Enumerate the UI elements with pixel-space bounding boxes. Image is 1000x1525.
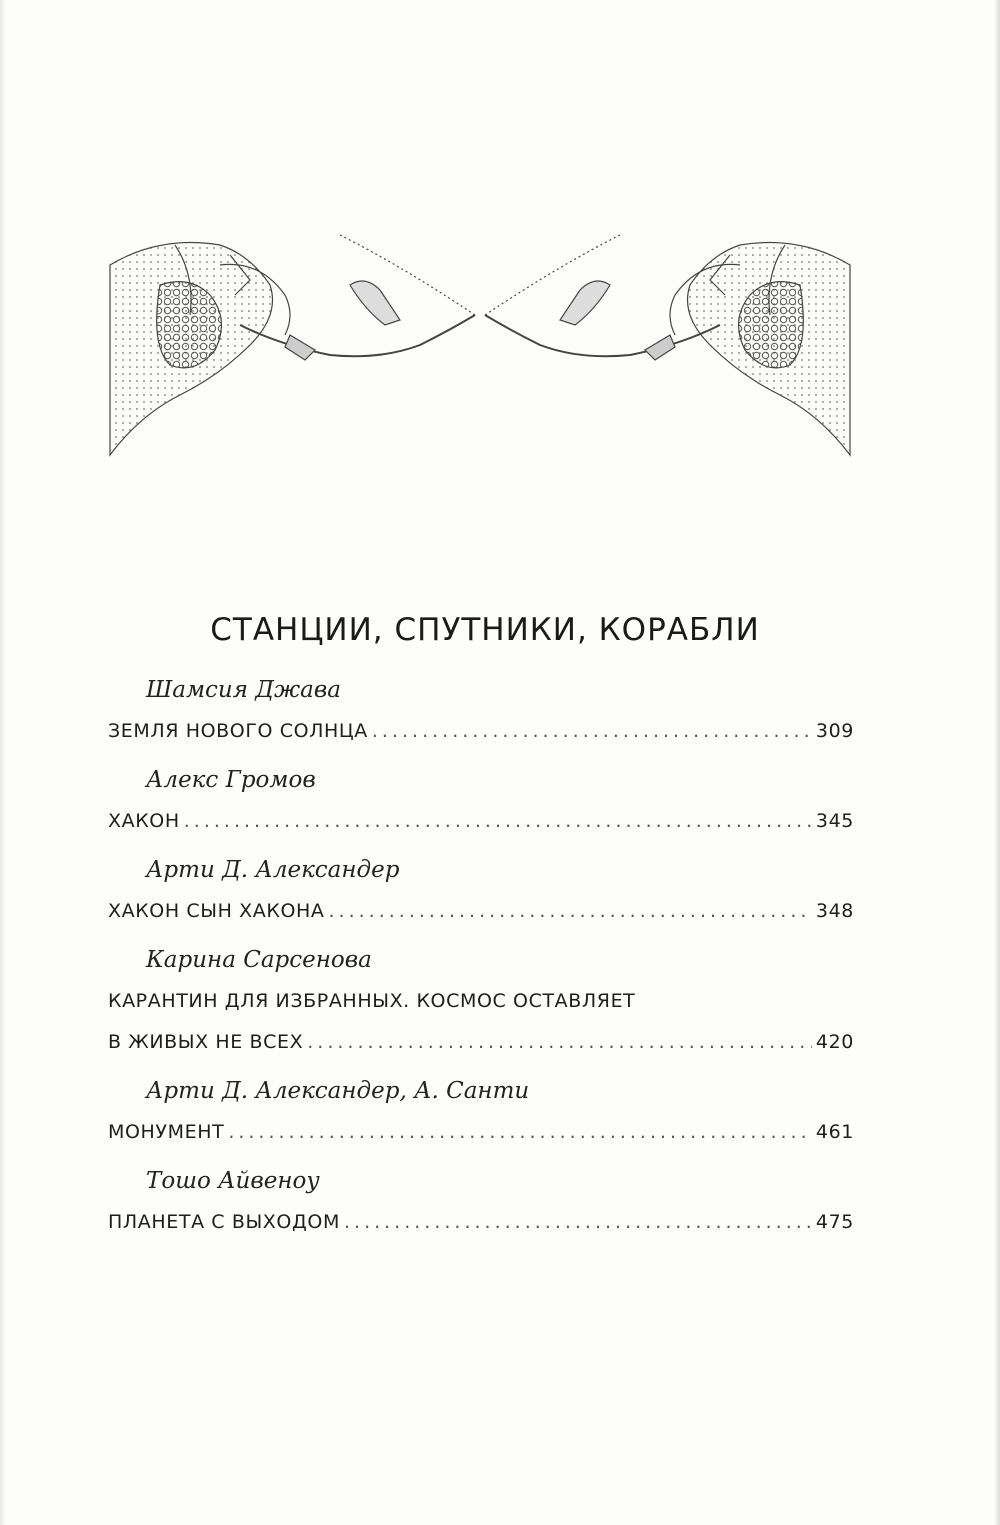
toc-story-title: ЗЕМЛЯ НОВОГО СОЛНЦА [108, 720, 368, 742]
toc-entry-line[interactable] [108, 891, 854, 932]
section-title: СТАНЦИИ, СПУТНИКИ, КОРАБЛИ [210, 612, 760, 648]
toc-author: Арти Д. Александер, А. Санти [146, 1078, 530, 1104]
dot-leader [372, 711, 812, 752]
dot-leader [307, 1022, 812, 1063]
toc-entry [108, 1161, 854, 1243]
toc-author: Тошо Айвеноу [146, 1168, 320, 1194]
ornament-vignette-icon [100, 225, 860, 470]
dot-leader [344, 1202, 812, 1243]
toc-entry [108, 670, 854, 752]
toc-entry [108, 1071, 854, 1153]
dot-leader [184, 801, 812, 842]
toc-page-number: 420 [815, 1031, 854, 1053]
toc-entry-line[interactable] [108, 1022, 854, 1063]
toc-story-title: В ЖИВЫХ НЕ ВСЕХ [108, 1031, 304, 1053]
page-edge-right [994, 0, 1000, 1525]
toc-page-number: 461 [815, 1121, 854, 1143]
toc-author: Арти Д. Александер [146, 857, 400, 883]
toc-story-title: ХАКОН [108, 810, 180, 832]
toc-page-number: 309 [815, 720, 854, 742]
toc-entry [108, 940, 854, 1063]
toc-page-number: 348 [815, 900, 854, 922]
toc-story-title: МОНУМЕНТ [108, 1121, 225, 1143]
toc-entry [108, 850, 854, 932]
toc-story-title: ХАКОН СЫН ХАКОНА [108, 900, 325, 922]
table-of-contents [108, 670, 854, 1251]
dot-leader [329, 891, 812, 932]
dot-leader [228, 1112, 812, 1153]
toc-author: Шамсия Джава [146, 677, 341, 703]
toc-entry-line[interactable] [108, 801, 854, 842]
toc-entry [108, 760, 854, 842]
ornament-right-serpent [485, 235, 850, 455]
toc-story-title: ПЛАНЕТА С ВЫХОДОМ [108, 1211, 340, 1233]
toc-author: Карина Сарсенова [146, 947, 372, 973]
toc-page-number: 345 [815, 810, 854, 832]
toc-entry-line[interactable] [108, 711, 854, 752]
toc-page-number: 475 [815, 1211, 854, 1233]
toc-entry-line[interactable] [108, 1112, 854, 1153]
page-edge-left [0, 0, 6, 1525]
toc-entry-line[interactable] [108, 1202, 854, 1243]
ornament-left-serpent [110, 235, 475, 455]
toc-story-title-line1[interactable]: КАРАНТИН ДЛЯ ИЗБРАННЫХ. КОСМОС ОСТАВЛЯЕТ [108, 990, 636, 1012]
toc-author: Алекс Громов [146, 767, 316, 793]
